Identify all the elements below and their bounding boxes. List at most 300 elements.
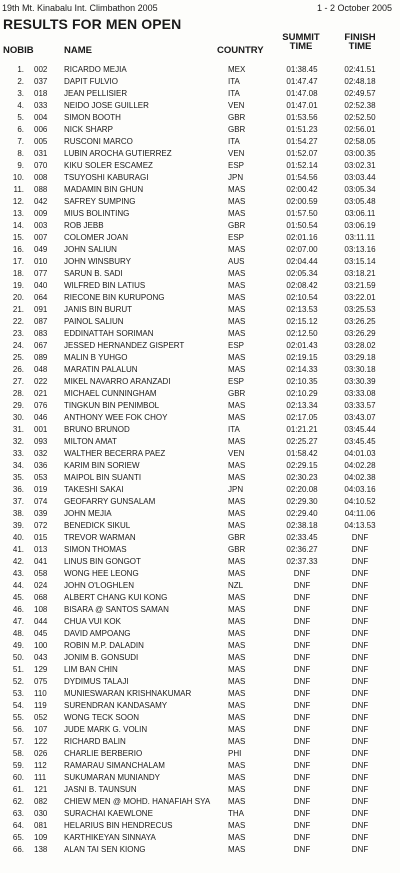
summit-time-cell: DNF <box>293 737 311 746</box>
rank-cell: 35. <box>12 473 24 482</box>
summit-time-cell: 02:13.34 <box>286 401 318 410</box>
table-row <box>0 412 400 424</box>
bib-cell: 091 <box>34 305 48 314</box>
country-cell: MAS <box>228 641 246 650</box>
rank-cell: 17. <box>12 257 24 266</box>
table-row <box>0 796 400 808</box>
country-cell: ITA <box>228 425 240 434</box>
summit-time-cell: DNF <box>293 593 311 602</box>
rank-cell: 28. <box>12 389 24 398</box>
rank-cell: 20. <box>12 293 24 302</box>
finish-time-cell: 03:33.08 <box>344 389 376 398</box>
summit-time-cell: 02:19.15 <box>286 353 318 362</box>
name-cell: ROB JEBB <box>64 221 104 230</box>
country-cell: MAS <box>228 521 246 530</box>
name-cell: SUKUMARAN MUNIANDY <box>64 773 161 782</box>
bib-cell: 003 <box>34 221 48 230</box>
country-cell: MAS <box>228 725 246 734</box>
finish-time-cell: 04:11.06 <box>344 509 376 518</box>
finish-time-cell: DNF <box>351 809 369 818</box>
table-row <box>0 76 400 88</box>
table-row <box>0 232 400 244</box>
finish-time-cell: DNF <box>351 665 369 674</box>
name-cell: WILFRED BIN LATIUS <box>64 281 146 290</box>
rank-cell: 23. <box>12 329 24 338</box>
bib-cell: 077 <box>34 269 48 278</box>
bib-cell: 075 <box>34 677 48 686</box>
name-cell: LIM BAN CHIN <box>64 665 118 674</box>
rank-cell: 66. <box>12 845 24 854</box>
rank-cell: 39. <box>12 521 24 530</box>
rank-cell: 44. <box>12 581 24 590</box>
name-cell: CHARLIE BERBERIO <box>64 749 143 758</box>
summit-time-cell: 02:00.42 <box>286 185 318 194</box>
name-cell: SIMON BOOTH <box>64 113 121 122</box>
name-cell: JUDE MARK G. VOLIN <box>64 725 148 734</box>
summit-time-cell: DNF <box>293 809 311 818</box>
name-cell: HELARIUS BIN HENDRECUS <box>64 821 173 830</box>
country-cell: MAS <box>228 773 246 782</box>
summit-time-cell: 02:29.15 <box>286 461 318 470</box>
rank-cell: 15. <box>12 233 24 242</box>
country-cell: MAS <box>228 245 246 254</box>
rank-cell: 21. <box>12 305 24 314</box>
table-row <box>0 784 400 796</box>
table-row <box>0 388 400 400</box>
event-dates: 1 - 2 October 2005 <box>316 3 392 13</box>
table-row <box>0 604 400 616</box>
rank-cell: 18. <box>12 269 24 278</box>
finish-time-cell: 02:48.18 <box>344 77 376 86</box>
country-cell: GBR <box>228 125 246 134</box>
table-row <box>0 652 400 664</box>
name-cell: NICK SHARP <box>64 125 113 134</box>
country-cell: MAS <box>228 833 246 842</box>
summit-time-cell: 02:29.30 <box>286 497 318 506</box>
country-cell: THA <box>228 809 244 818</box>
summit-time-cell: 01:38.45 <box>286 65 318 74</box>
rank-cell: 41. <box>12 545 24 554</box>
finish-time-cell: 03:02.31 <box>344 161 376 170</box>
summit-time-cell: 01:47.08 <box>286 89 318 98</box>
country-cell: JPN <box>228 485 244 494</box>
finish-time-cell: DNF <box>351 785 369 794</box>
table-row <box>0 508 400 520</box>
finish-time-cell: DNF <box>351 569 369 578</box>
summit-time-cell: 02:04.44 <box>286 257 318 266</box>
country-cell: GBR <box>228 545 246 554</box>
summit-header-line2: TIME <box>289 41 313 52</box>
finish-time-cell: 02:41.51 <box>344 65 376 74</box>
table-row <box>0 292 400 304</box>
finish-time-cell: 03:15.14 <box>344 257 376 266</box>
summit-time-cell: DNF <box>293 665 311 674</box>
name-cell: COLOMER JOAN <box>64 233 129 242</box>
summit-time-cell: 02:01.43 <box>286 341 318 350</box>
bib-cell: 108 <box>34 605 48 614</box>
name-cell: KARTHIKEYAN SINNAYA <box>64 833 156 842</box>
table-row <box>0 832 400 844</box>
summit-time-cell: 02:05.34 <box>286 269 318 278</box>
bib-cell: 093 <box>34 437 48 446</box>
name-cell: ALAN TAI SEN KIONG <box>64 845 146 854</box>
country-cell: MAS <box>228 317 246 326</box>
finish-time-cell: 02:56.01 <box>344 125 376 134</box>
name-cell: JESSED HERNANDEZ GISPERT <box>64 341 185 350</box>
rank-cell: 56. <box>12 725 24 734</box>
rank-cell: 54. <box>12 701 24 710</box>
table-row <box>0 376 400 388</box>
name-cell: NEIDO JOSE GUILLER <box>64 101 149 110</box>
bib-cell: 109 <box>34 833 48 842</box>
bib-cell: 008 <box>34 173 48 182</box>
rank-cell: 57. <box>12 737 24 746</box>
finish-time-cell: 02:49.57 <box>344 89 376 98</box>
country-cell: GBR <box>228 113 246 122</box>
finish-time-cell: 03:28.02 <box>344 341 376 350</box>
summit-time-cell: 02:10.29 <box>286 389 318 398</box>
table-row <box>0 172 400 184</box>
summit-time-cell: 02:25.27 <box>286 437 318 446</box>
rank-cell: 3. <box>17 89 24 98</box>
finish-time-cell: 03:30.18 <box>344 365 376 374</box>
name-cell: TAKESHI SAKAI <box>64 485 124 494</box>
rank-cell: 37. <box>12 497 24 506</box>
bib-cell: 007 <box>34 233 48 242</box>
summit-time-cell: 01:52.07 <box>286 149 318 158</box>
table-row <box>0 568 400 580</box>
finish-time-cell: 03:00.35 <box>344 149 376 158</box>
rank-cell: 10. <box>12 173 24 182</box>
rank-cell: 11. <box>13 185 24 194</box>
table-row <box>0 688 400 700</box>
summit-time-cell: 02:07.00 <box>286 245 318 254</box>
table-row <box>0 244 400 256</box>
country-cell: ITA <box>228 89 240 98</box>
finish-time-cell: DNF <box>351 701 369 710</box>
name-cell: JOHN MEJIA <box>64 509 112 518</box>
table-row <box>0 256 400 268</box>
rank-cell: 16. <box>12 245 24 254</box>
rank-cell: 7. <box>17 137 24 146</box>
table-row <box>0 628 400 640</box>
name-cell: SIMON THOMAS <box>64 545 127 554</box>
name-cell: JASNI B. TAUNSUN <box>64 785 137 794</box>
rank-cell: 61. <box>12 785 24 794</box>
table-row <box>0 772 400 784</box>
bib-cell: 033 <box>34 101 48 110</box>
summit-time-cell: DNF <box>293 713 311 722</box>
bib-cell: 002 <box>34 65 48 74</box>
country-cell: ESP <box>228 341 245 350</box>
table-row <box>0 580 400 592</box>
finish-time-cell: 04:02.28 <box>344 461 376 470</box>
rank-cell: 14. <box>12 221 24 230</box>
name-cell: TREVOR WARMAN <box>64 533 136 542</box>
summit-time-cell: DNF <box>293 845 311 854</box>
finish-time-cell: 03:13.16 <box>344 245 376 254</box>
country-cell: MAS <box>228 461 246 470</box>
bib-cell: 072 <box>34 521 48 530</box>
rank-cell: 62. <box>12 797 24 806</box>
rank-cell: 65. <box>12 833 24 842</box>
country-cell: MAS <box>228 365 246 374</box>
table-row <box>0 736 400 748</box>
name-cell: SARUN B. SADI <box>64 269 123 278</box>
summit-time-cell: 01:21.21 <box>286 425 318 434</box>
country-cell: MAS <box>228 209 246 218</box>
name-cell: ROBIN M.P. DALADIN <box>64 641 144 650</box>
rank-cell: 43. <box>12 569 24 578</box>
name-cell: BISARA @ SANTOS SAMAN <box>64 605 169 614</box>
name-cell: RAMARAU SIMANCHALAM <box>64 761 165 770</box>
rank-cell: 64. <box>12 821 24 830</box>
finish-time-cell: 03:05.48 <box>344 197 376 206</box>
bib-cell: 019 <box>34 485 48 494</box>
rank-cell: 34. <box>12 461 24 470</box>
finish-time-cell: DNF <box>351 773 369 782</box>
rank-cell: 26. <box>12 365 24 374</box>
summit-time-cell: 01:51.23 <box>286 125 318 134</box>
name-cell: JOHN O'LOGHLEN <box>64 581 134 590</box>
finish-time-cell: 04:10.52 <box>344 497 376 506</box>
summit-time-cell: 02:33.45 <box>286 533 318 542</box>
table-row <box>0 100 400 112</box>
finish-time-cell: DNF <box>351 545 369 554</box>
bib-cell: 067 <box>34 341 48 350</box>
bib-cell: 110 <box>34 689 47 698</box>
summit-time-cell: 02:10.54 <box>286 293 318 302</box>
finish-time-cell: 03:29.18 <box>344 353 376 362</box>
summit-time-cell: 01:53.56 <box>286 113 318 122</box>
table-row <box>0 136 400 148</box>
summit-time-cell: DNF <box>293 821 311 830</box>
finish-time-cell: 04:01.03 <box>344 449 376 458</box>
name-cell: WALTHER BECERRA PAEZ <box>64 449 166 458</box>
summit-time-cell: DNF <box>293 581 311 590</box>
country-cell: MAS <box>228 305 246 314</box>
rank-cell: 22. <box>12 317 24 326</box>
bib-cell: 048 <box>34 365 48 374</box>
rank-cell: 46. <box>12 605 24 614</box>
summit-time-cell: DNF <box>293 605 311 614</box>
country-cell: MAS <box>228 689 246 698</box>
rank-cell: 51. <box>12 665 24 674</box>
finish-time-cell: 02:52.50 <box>344 113 376 122</box>
bib-cell: 015 <box>34 533 48 542</box>
bib-cell: 036 <box>34 461 48 470</box>
name-cell: MICHAEL CUNNINGHAM <box>64 389 157 398</box>
finish-time-cell: 03:03.44 <box>344 173 376 182</box>
finish-time-cell: DNF <box>351 845 369 854</box>
bib-cell: 024 <box>34 581 48 590</box>
bib-cell: 001 <box>34 425 48 434</box>
rank-cell: 27. <box>12 377 24 386</box>
bib-cell: 070 <box>34 161 48 170</box>
finish-time-cell: 03:26.29 <box>344 329 376 338</box>
summit-time-cell: DNF <box>293 701 311 710</box>
bib-cell: 068 <box>34 593 48 602</box>
summit-time-cell: 01:57.50 <box>286 209 318 218</box>
table-row <box>0 112 400 124</box>
finish-time-cell: DNF <box>351 761 369 770</box>
summit-time-cell: DNF <box>293 617 311 626</box>
bib-cell: 089 <box>34 353 48 362</box>
finish-time-cell: DNF <box>351 581 369 590</box>
bib-cell: 107 <box>34 725 48 734</box>
rank-cell: 50. <box>12 653 24 662</box>
table-row <box>0 664 400 676</box>
name-cell: GEOFARRY GUNSALAM <box>64 497 156 506</box>
rank-cell: 49. <box>12 641 24 650</box>
bib-cell: 049 <box>34 245 48 254</box>
rank-cell: 9. <box>17 161 24 170</box>
bib-cell: 005 <box>34 137 48 146</box>
table-row <box>0 196 400 208</box>
summit-time-cell: DNF <box>293 677 311 686</box>
table-row <box>0 556 400 568</box>
country-cell: MAS <box>228 269 246 278</box>
name-cell: DYDIMUS TALAJI <box>64 677 129 686</box>
bib-cell: 026 <box>34 749 48 758</box>
name-cell: RIECONE BIN KURUPONG <box>64 293 165 302</box>
name-cell: JOHN WINSBURY <box>64 257 131 266</box>
name-cell: SAFREY SUMPING <box>64 197 136 206</box>
finish-time-cell: DNF <box>351 677 369 686</box>
table-row <box>0 64 400 76</box>
name-cell: JEAN PELLISIER <box>64 89 128 98</box>
summit-time-cell: 02:15.12 <box>286 317 318 326</box>
bib-cell: 081 <box>34 821 48 830</box>
country-cell: MAS <box>228 569 246 578</box>
country-cell: VEN <box>228 449 245 458</box>
table-row <box>0 184 400 196</box>
summit-time-cell: DNF <box>293 569 311 578</box>
rank-cell: 12. <box>12 197 24 206</box>
summit-time-cell: 02:36.27 <box>286 545 318 554</box>
rank-cell: 6. <box>17 125 24 134</box>
bib-cell: 004 <box>34 113 48 122</box>
name-cell: CHUA VUI KOK <box>64 617 121 626</box>
finish-time-cell: DNF <box>351 749 369 758</box>
rank-cell: 2. <box>17 77 24 86</box>
table-row <box>0 340 400 352</box>
rank-cell: 36. <box>12 485 24 494</box>
summit-time-cell: DNF <box>293 629 311 638</box>
name-cell: WONG HEE LEONG <box>64 569 139 578</box>
bib-cell: 032 <box>34 449 48 458</box>
bib-cell: 006 <box>34 125 48 134</box>
country-cell: GBR <box>228 221 246 230</box>
rank-cell: 8. <box>17 149 24 158</box>
rank-cell: 5. <box>17 113 24 122</box>
name-cell: RUSCONI MARCO <box>64 137 133 146</box>
bib-cell: 040 <box>34 281 48 290</box>
table-row <box>0 532 400 544</box>
name-cell: MIKEL NAVARRO ARANZADI <box>64 377 171 386</box>
finish-time-cell: DNF <box>351 821 369 830</box>
country-cell: MAS <box>228 557 246 566</box>
summit-time-cell: 01:54.27 <box>286 137 318 146</box>
summit-time-cell: 02:08.42 <box>286 281 318 290</box>
rank-cell: 48. <box>12 629 24 638</box>
rank-cell: 42. <box>12 557 24 566</box>
bib-cell: 052 <box>34 713 48 722</box>
summit-time-cell: 01:47.47 <box>286 77 318 86</box>
summit-time-cell: 02:00.59 <box>286 197 318 206</box>
finish-time-cell: DNF <box>351 629 369 638</box>
name-cell: MAIPOL BIN SUANTI <box>64 473 142 482</box>
bib-cell: 043 <box>34 653 48 662</box>
table-row <box>0 700 400 712</box>
country-cell: MAS <box>228 593 246 602</box>
summit-time-cell: 02:14.33 <box>286 365 318 374</box>
country-cell: MAS <box>228 737 246 746</box>
table-row <box>0 304 400 316</box>
bib-cell: 083 <box>34 329 48 338</box>
country-cell: PHI <box>228 749 242 758</box>
country-cell: MAS <box>228 713 246 722</box>
bib-cell: 046 <box>34 413 48 422</box>
table-row <box>0 364 400 376</box>
table-row <box>0 640 400 652</box>
bib-cell: 058 <box>34 569 48 578</box>
finish-time-cell: 03:22.01 <box>344 293 376 302</box>
bib-cell: 119 <box>34 701 47 710</box>
name-cell: RICARDO MEJIA <box>64 65 127 74</box>
country-cell: GBR <box>228 389 246 398</box>
finish-time-cell: 04:02.38 <box>344 473 376 482</box>
country-cell: MAS <box>228 197 246 206</box>
finish-time-cell: 03:18.21 <box>344 269 376 278</box>
rank-cell: 29. <box>12 401 24 410</box>
country-cell: MAS <box>228 605 246 614</box>
bib-cell: 045 <box>34 629 48 638</box>
summit-time-cell: DNF <box>293 641 311 650</box>
finish-time-cell: 03:33.57 <box>344 401 376 410</box>
country-cell: MAS <box>228 281 246 290</box>
country-cell: MAS <box>228 677 246 686</box>
bib-cell: 042 <box>34 197 48 206</box>
bib-cell: 074 <box>34 497 48 506</box>
finish-time-cell: 04:13.53 <box>344 521 376 530</box>
column-header-finish-time <box>338 33 382 61</box>
table-row <box>0 592 400 604</box>
name-cell: JONIM B. GONSUDI <box>64 653 139 662</box>
finish-time-cell: DNF <box>351 641 369 650</box>
table-row <box>0 760 400 772</box>
bib-cell: 039 <box>34 509 48 518</box>
summit-time-cell: 02:30.23 <box>286 473 318 482</box>
rank-cell: 1. <box>17 65 24 74</box>
rank-cell: 63. <box>12 809 24 818</box>
bib-cell: 037 <box>34 77 48 86</box>
name-cell: MALIN B YUHGO <box>64 353 128 362</box>
table-row <box>0 424 400 436</box>
table-row <box>0 712 400 724</box>
name-cell: BENEDICK SIKUL <box>64 521 131 530</box>
summit-time-cell: DNF <box>293 797 311 806</box>
rank-cell: 13. <box>12 209 24 218</box>
table-row <box>0 400 400 412</box>
name-cell: JANIS BIN BURUT <box>64 305 133 314</box>
country-cell: MAS <box>228 401 246 410</box>
name-cell: WONG TECK SOON <box>64 713 139 722</box>
country-cell: NZL <box>228 581 244 590</box>
name-cell: MADAMIN BIN GHUN <box>64 185 144 194</box>
name-cell: LUBIN AROCHA GUTIERREZ <box>64 149 172 158</box>
name-cell: LINUS BIN GONGOT <box>64 557 141 566</box>
